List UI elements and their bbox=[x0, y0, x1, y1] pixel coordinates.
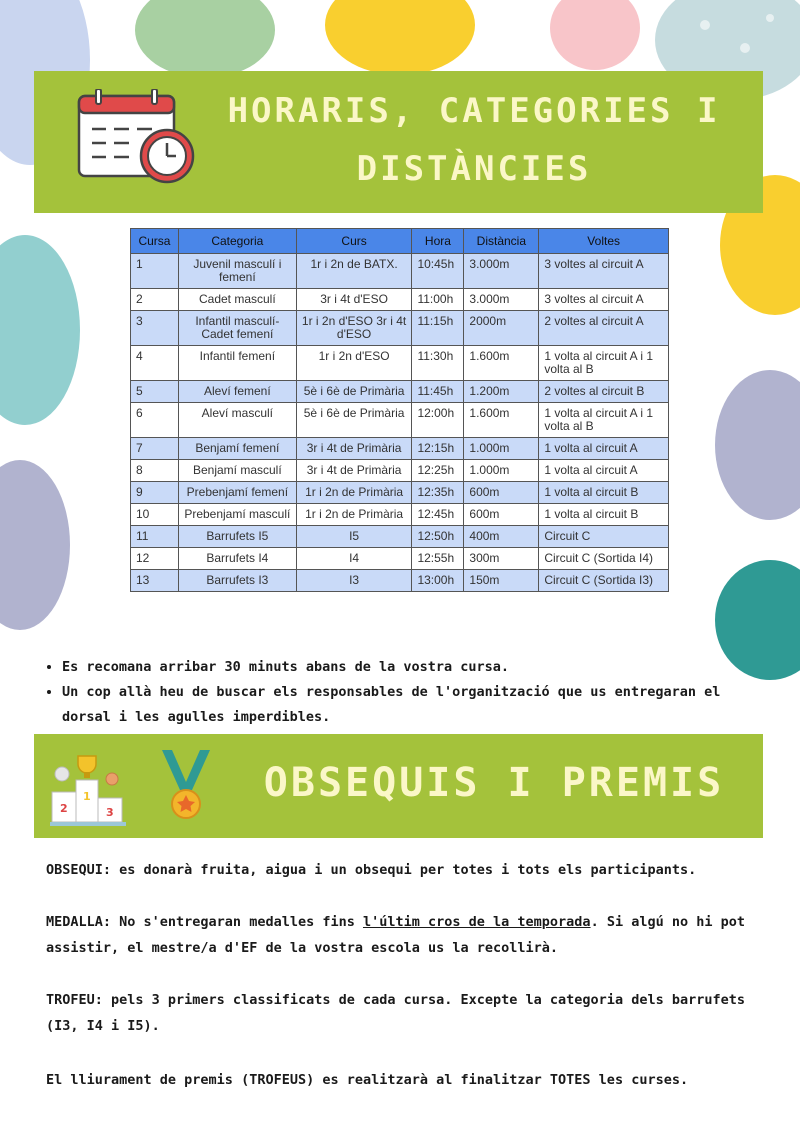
table-cell: 10 bbox=[131, 504, 179, 526]
table-row bbox=[131, 504, 669, 526]
col-header-hora: Hora bbox=[412, 229, 464, 254]
table-cell: 3r i 4t de Primària bbox=[296, 438, 412, 460]
table-cell: 11:30h bbox=[412, 346, 464, 381]
table-cell: 11:00h bbox=[412, 289, 464, 311]
table-cell: 12:35h bbox=[412, 482, 464, 504]
table-cell: 1.000m bbox=[464, 460, 539, 482]
table-cell: 600m bbox=[464, 504, 539, 526]
table-cell: Barrufets I4 bbox=[178, 548, 296, 570]
table-cell: 12:15h bbox=[412, 438, 464, 460]
table-cell: Circuit C (Sortida I4) bbox=[539, 548, 669, 570]
table-cell: 3.000m bbox=[464, 254, 539, 289]
obsequi-paragraph: OBSEQUI: es donarà fruita, aigua i un obsequi per totes i tots els participants. bbox=[46, 862, 697, 878]
table-cell: Aleví femení bbox=[178, 381, 296, 403]
table-cell: Juvenil masculí i femení bbox=[178, 254, 296, 289]
table-cell: Prebenjamí femení bbox=[178, 482, 296, 504]
table-cell: 12:45h bbox=[412, 504, 464, 526]
table-cell: 1 volta al circuit A bbox=[539, 438, 669, 460]
medalla-paragraph bbox=[46, 909, 766, 961]
table-cell: 150m bbox=[464, 570, 539, 592]
table-row bbox=[131, 482, 669, 504]
table-cell: Benjamí masculí bbox=[178, 460, 296, 482]
table-cell: Circuit C (Sortida I3) bbox=[539, 570, 669, 592]
table-row bbox=[131, 526, 669, 548]
table-cell: 11:45h bbox=[412, 381, 464, 403]
list-item: • Es recomana arribar 30 minuts abans de la vostra cursa. bbox=[62, 655, 762, 680]
table-cell: 3r i 4t d'ESO bbox=[296, 289, 412, 311]
table-row bbox=[131, 289, 669, 311]
table-cell: I5 bbox=[296, 526, 412, 548]
table-cell: 2 voltes al circuit A bbox=[539, 311, 669, 346]
table-cell: I3 bbox=[296, 570, 412, 592]
table-cell: 1 volta al circuit A i 1 volta al B bbox=[539, 346, 669, 381]
table-cell: 12:00h bbox=[412, 403, 464, 438]
table-cell: Circuit C bbox=[539, 526, 669, 548]
table-row bbox=[131, 311, 669, 346]
table-header-row bbox=[131, 229, 669, 254]
table-cell: Prebenjamí masculí bbox=[178, 504, 296, 526]
table-row bbox=[131, 438, 669, 460]
prizes-title: OBSEQUIS I PREMIS bbox=[263, 760, 725, 806]
trofeu-paragraph: TROFEU: pels 3 primers classificats de cada cursa. Excepte la categoria dels barrufets (I3, I4 i I5). bbox=[46, 992, 745, 1034]
table-cell: 3 voltes al circuit A bbox=[539, 254, 669, 289]
col-header-curs: Curs bbox=[296, 229, 412, 254]
table-cell: 1r i 2n d'ESO bbox=[296, 346, 412, 381]
podium-label-third: 3 bbox=[106, 806, 114, 819]
table-cell: 7 bbox=[131, 438, 179, 460]
table-cell: 10:45h bbox=[412, 254, 464, 289]
table-row bbox=[131, 381, 669, 403]
table-row bbox=[131, 346, 669, 381]
medal-icon bbox=[156, 746, 216, 826]
schedule-table-body bbox=[131, 254, 669, 592]
table-cell: I4 bbox=[296, 548, 412, 570]
podium-label-first: 1 bbox=[83, 790, 91, 803]
notes-list bbox=[46, 655, 762, 730]
medalla-text-after: . Si algú no hi pot assistir, el mestre/a d'EF de la vostra escola us la recollirà. bbox=[46, 914, 745, 956]
podium-trophy-icon bbox=[48, 748, 128, 828]
table-cell: Barrufets I5 bbox=[178, 526, 296, 548]
table-cell: 13:00h bbox=[412, 570, 464, 592]
table-cell: 6 bbox=[131, 403, 179, 438]
table-cell: 11:15h bbox=[412, 311, 464, 346]
col-header-distancia: Distància bbox=[464, 229, 539, 254]
prizes-banner bbox=[34, 734, 763, 838]
table-cell: 1 volta al circuit A bbox=[539, 460, 669, 482]
schedule-banner bbox=[34, 71, 763, 213]
calendar-clock-icon bbox=[74, 89, 204, 189]
medalla-text-before: MEDALLA: No s'entregaran medalles fins bbox=[46, 914, 363, 930]
schedule-table bbox=[130, 228, 669, 592]
table-row bbox=[131, 570, 669, 592]
table-cell: 4 bbox=[131, 346, 179, 381]
table-cell: 12:55h bbox=[412, 548, 464, 570]
table-cell: 1r i 2n d'ESO 3r i 4t d'ESO bbox=[296, 311, 412, 346]
table-cell: 9 bbox=[131, 482, 179, 504]
col-header-voltes: Voltes bbox=[539, 229, 669, 254]
table-cell: 1.200m bbox=[464, 381, 539, 403]
table-cell: 5 bbox=[131, 381, 179, 403]
table-cell: 11 bbox=[131, 526, 179, 548]
podium-label-second: 2 bbox=[60, 802, 68, 815]
table-cell: 3.000m bbox=[464, 289, 539, 311]
table-cell: 1r i 2n de Primària bbox=[296, 504, 412, 526]
table-cell: 600m bbox=[464, 482, 539, 504]
table-cell: 1 volta al circuit A i 1 volta al B bbox=[539, 403, 669, 438]
table-cell: 8 bbox=[131, 460, 179, 482]
col-header-categoria: Categoria bbox=[178, 229, 296, 254]
table-row bbox=[131, 403, 669, 438]
table-cell: 300m bbox=[464, 548, 539, 570]
schedule-title-line2: DISTÀNCIES bbox=[356, 149, 592, 189]
table-cell: 2000m bbox=[464, 311, 539, 346]
last-cross-link[interactable]: l'últim cros de la temporada bbox=[362, 914, 591, 930]
table-row bbox=[131, 460, 669, 482]
table-cell: 12:50h bbox=[412, 526, 464, 548]
table-cell: 2 bbox=[131, 289, 179, 311]
table-cell: Infantil masculí-Cadet femení bbox=[178, 311, 296, 346]
table-cell: 1 volta al circuit B bbox=[539, 482, 669, 504]
table-cell: 12:25h bbox=[412, 460, 464, 482]
table-cell: 3r i 4t de Primària bbox=[296, 460, 412, 482]
table-cell: 5è i 6è de Primària bbox=[296, 403, 412, 438]
table-cell: 1 volta al circuit B bbox=[539, 504, 669, 526]
table-row bbox=[131, 254, 669, 289]
col-header-cursa: Cursa bbox=[131, 229, 179, 254]
table-cell: 2 voltes al circuit B bbox=[539, 381, 669, 403]
table-cell: 3 bbox=[131, 311, 179, 346]
table-cell: Aleví masculí bbox=[178, 403, 296, 438]
table-cell: 1.000m bbox=[464, 438, 539, 460]
table-cell: Infantil femení bbox=[178, 346, 296, 381]
table-cell: Benjamí femení bbox=[178, 438, 296, 460]
lliurament-paragraph: El lliurament de premis (TROFEUS) es realitzarà al finalitzar TOTES les curses. bbox=[46, 1072, 689, 1088]
table-cell: 1.600m bbox=[464, 403, 539, 438]
table-cell: 12 bbox=[131, 548, 179, 570]
table-cell: 400m bbox=[464, 526, 539, 548]
table-cell: 13 bbox=[131, 570, 179, 592]
table-cell: Cadet masculí bbox=[178, 289, 296, 311]
list-item: • Un cop allà heu de buscar els responsables de l'organització que us entregaran el dorsal i les agulles imperdibles. bbox=[62, 680, 762, 730]
table-row bbox=[131, 548, 669, 570]
table-cell: Barrufets I3 bbox=[178, 570, 296, 592]
table-cell: 3 voltes al circuit A bbox=[539, 289, 669, 311]
table-cell: 1r i 2n de Primària bbox=[296, 482, 412, 504]
table-cell: 1r i 2n de BATX. bbox=[296, 254, 412, 289]
schedule-title-line1: HORARIS, CATEGORIES I bbox=[227, 91, 721, 131]
table-cell: 1.600m bbox=[464, 346, 539, 381]
table-cell: 5è i 6è de Primària bbox=[296, 381, 412, 403]
table-cell: 1 bbox=[131, 254, 179, 289]
